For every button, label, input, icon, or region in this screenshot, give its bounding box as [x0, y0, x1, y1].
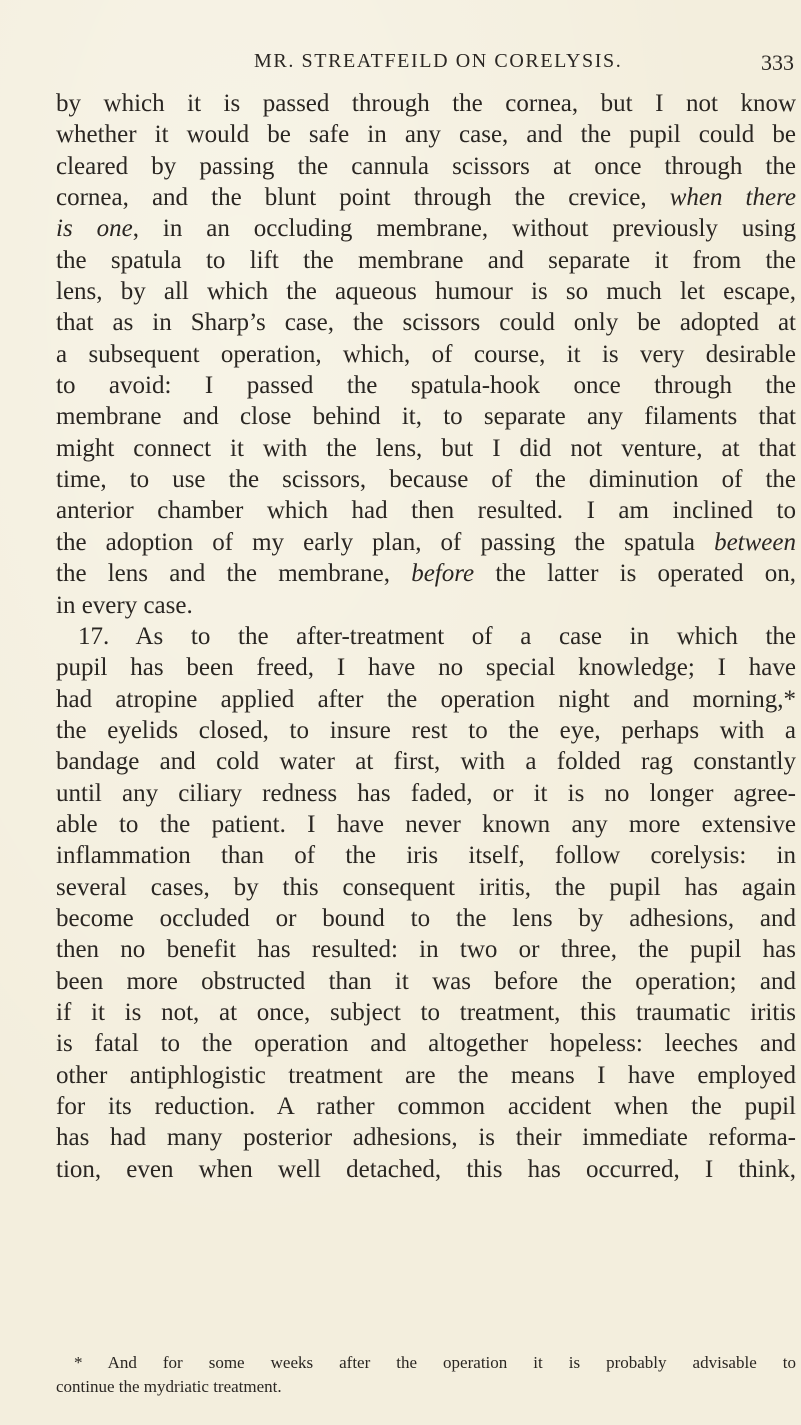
text-line: is fatal to the operation and altogether hopeless: leeches and — [56, 1030, 796, 1058]
text-line: become occluded or bound to the lens by adhesions, and — [56, 904, 796, 932]
text-line: time, to use the scissors, because of the diminution of the — [56, 466, 796, 494]
text-line: the spatula to lift the membrane and separate it from the — [56, 246, 796, 274]
text-line: lens, by all which the aqueous humour is so much let escape, — [56, 278, 796, 306]
text-line: bandage and cold water at first, with a folded rag constantly — [56, 748, 796, 776]
text-line: by which it is passed through the cornea, but I not know — [56, 90, 796, 117]
text-line: might connect it with the lens, but I did not venture, at that — [56, 434, 796, 462]
text-line: cornea, and the blunt point through the crevice, when there — [56, 184, 796, 212]
footnote — [56, 1351, 796, 1399]
text-line: anterior chamber which had then resulted. I am inclined to — [56, 497, 796, 525]
running-head — [110, 50, 794, 80]
italic-text: when there — [669, 184, 796, 212]
text-line: that as in Sharp’s case, the scissors could only be adopted at — [56, 309, 796, 337]
text-line: to avoid: I passed the spatula-hook once through the — [56, 372, 796, 400]
text-line: a subsequent operation, which, of course, it is very desirable — [56, 340, 796, 368]
text-line: the eyelids closed, to insure rest to the eye, perhaps with a — [56, 716, 796, 744]
paragraph-end-line: in every case. — [56, 591, 193, 619]
text-line: then no benefit has resulted: in two or three, the pupil has — [56, 936, 796, 964]
footnote-line: continue the mydriatic treatment. — [56, 1377, 282, 1396]
text-line: inflammation than of the iris itself, follow corelysis: in — [56, 842, 796, 870]
text-line: whether it would be safe in any case, and the pupil could be — [56, 121, 796, 149]
text-line: several cases, by this consequent iritis, the pupil has again — [56, 873, 796, 901]
italic-text: between — [714, 528, 796, 556]
text-line: until any ciliary redness has faded, or it is no longer agree- — [56, 779, 796, 807]
running-title: MR. STREATFEILD ON CORELYSIS. — [254, 50, 623, 72]
text-line: able to the patient. I have never known any more extensive — [56, 810, 796, 838]
text-line: the lens and the membrane, before the latter is operated on, — [56, 560, 796, 588]
italic-text: is one — [56, 215, 133, 243]
text-line: other antiphlogistic treatment are the means I have employed — [56, 1061, 796, 1089]
text-line: had atropine applied after the operation night and morning,* — [56, 685, 796, 713]
page-number: 333 — [761, 50, 794, 75]
text-line: the adoption of my early plan, of passing the spatula between — [56, 528, 796, 556]
text-line: is one, in an occluding membrane, without previously using — [56, 215, 796, 243]
text-line: been more obstructed than it was before the operation; and — [56, 967, 796, 995]
text-line: cleared by passing the cannula scissors at once through the — [56, 152, 796, 180]
text-line: pupil has been freed, I have no special knowledge; I have — [56, 654, 796, 682]
text-line: tion, even when well detached, this has occurred, I think, — [56, 1155, 796, 1183]
text-line: if it is not, at once, subject to treatment, this traumatic iritis — [56, 998, 796, 1026]
text-line: has had many posterior adhesions, is their immediate reforma- — [56, 1124, 796, 1152]
text-line: for its reduction. A rather common accident when the pupil — [56, 1093, 796, 1120]
body-text — [56, 88, 796, 1185]
italic-text: before — [411, 560, 475, 588]
text-line: 17. As to the after-treatment of a case in which the — [78, 622, 796, 650]
text-line: membrane and close behind it, to separate any filaments that — [56, 403, 796, 431]
footnote-line: * And for some weeks after the operation it is probably advisable to — [74, 1353, 796, 1372]
